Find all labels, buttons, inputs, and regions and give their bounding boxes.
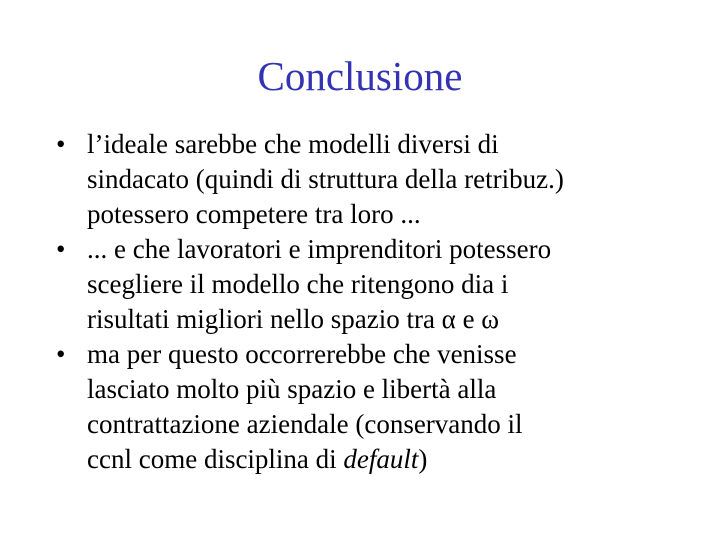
closing-parenthesis: ): [418, 444, 428, 474]
bullet-list: [56, 127, 696, 477]
slide-title: Conclusione: [257, 53, 463, 99]
bullet-line: risultati migliori nello spazio tra α e ω: [87, 304, 500, 334]
bullet-line: ma per questo occorrerebbe che venisse: [87, 339, 517, 369]
bullet-line: contrattazione aziendale (conservando il: [87, 409, 523, 439]
bullet-line: sindacato (quindi di struttura della retribuz.): [87, 164, 564, 194]
bullet-dot-icon: •: [56, 129, 66, 159]
bullet-dot-icon: •: [56, 234, 66, 264]
bullet-item-3: [56, 337, 696, 477]
bullet-line: scegliere il modello che ritengono dia i: [87, 269, 509, 299]
bullet-dot-icon: •: [56, 339, 66, 369]
bullet-line: potessero competere tra loro ...: [87, 199, 421, 229]
bullet-item-1: [56, 127, 696, 232]
bullet-line: lasciato molto più spazio e libertà alla: [87, 374, 497, 404]
bullet-line-text: ccnl come disciplina di: [87, 444, 344, 474]
bullet-line: ... e che lavoratori e imprenditori potessero: [87, 234, 552, 264]
italic-term: default: [343, 444, 419, 474]
bullet-item-2: [56, 232, 696, 337]
bullet-line-last: [87, 442, 696, 477]
bullet-line: l’ideale sarebbe che modelli diversi di: [87, 129, 499, 159]
